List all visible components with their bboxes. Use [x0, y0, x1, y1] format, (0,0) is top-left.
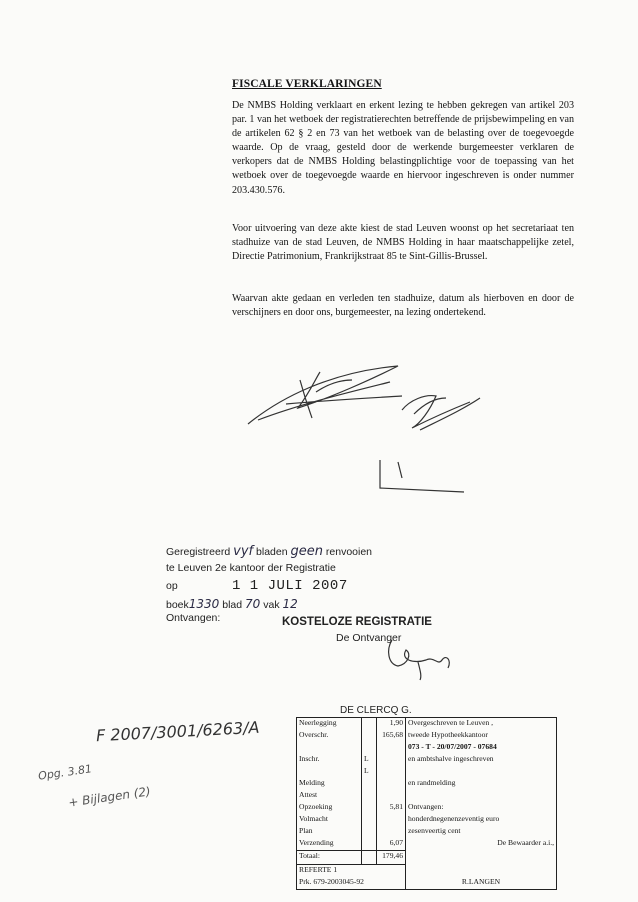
office-note: tweede Hypotheekkantoor [408, 730, 488, 740]
office-note [406, 864, 557, 877]
fee-amount [377, 742, 406, 754]
office-note [406, 851, 557, 864]
fee-row [297, 742, 556, 754]
fee-row [297, 814, 556, 826]
signature-3 [380, 460, 464, 492]
fee-amount: 6,07 [377, 838, 406, 851]
fee-row [297, 718, 556, 730]
stamp-ontvangen-label: Ontvangen: [166, 612, 221, 624]
fee-amount: 179,46 [377, 851, 406, 864]
fee-label: Volmacht [297, 814, 362, 826]
stamp-date: 1 1 JULI 2007 [232, 578, 348, 594]
office-note [406, 790, 557, 802]
fee-sub [362, 814, 377, 826]
fee-label: Inschr. [297, 754, 362, 766]
fee-amount: 5,81 [377, 802, 406, 814]
stamp-line-boek: boek1330 blad 70 vak 12 [166, 597, 298, 611]
fee-sub [362, 718, 377, 730]
fee-row [297, 877, 556, 889]
fee-row [297, 838, 556, 851]
fee-amount: 165,68 [377, 730, 406, 742]
office-note: 073 - T - 20/07/2007 - 07684 [408, 742, 497, 752]
fee-sub [362, 802, 377, 814]
document-title: FISCALE VERKLARINGEN [232, 78, 382, 90]
signature-1 [248, 366, 402, 424]
office-note: honderdnegenenzeventig euro [408, 814, 500, 824]
fee-label: REFERTE 1 [297, 864, 406, 877]
signature-2 [402, 396, 480, 430]
fee-row [297, 864, 556, 877]
mortgage-office-box [296, 717, 557, 890]
mortgage-fees-table [297, 718, 556, 889]
fee-row [297, 778, 556, 790]
fee-label [297, 742, 362, 754]
fee-amount [377, 766, 406, 778]
stamp-line-2: te Leuven 2e kantoor der Registratie [166, 562, 336, 574]
fee-label: Prk. 679-2003045-92 [297, 877, 406, 889]
office-note: Ontvangen: [408, 802, 444, 812]
office-note: De Bewaarder a.i., [497, 838, 554, 848]
fee-sub [362, 730, 377, 742]
fee-row [297, 790, 556, 802]
fee-label: Verzending [297, 838, 362, 851]
fee-amount [377, 814, 406, 826]
paragraph-fiscal-declaration: De NMBS Holding verklaart en erkent lezing te hebben gekregen van artikel 203 par. 1 van het wetboek der registratierechten betreffende de prijsbewimpeling en van de artikelen 62 § 2 en 73 van het wetboek van de belasting over de toegevoegde waarde. Op de vraag, gesteld door de werkende burgemeester verklaren de verkopers dat de NMBS Holding belastingplichtige voor de toepassing van het wetboek over de toegevoegde waarde en hiervoor ingeschreven is onder nummer 203.430.576. [232, 100, 574, 196]
fee-sub [362, 826, 377, 838]
fee-sub: L [362, 754, 377, 766]
office-note: R.LANGEN [461, 876, 501, 886]
fee-label: Neerlegging [297, 718, 362, 730]
handwritten-reference: F 2007/3001/6263/A [95, 717, 260, 746]
fee-row [297, 730, 556, 742]
stamp-de-ontvanger: De Ontvanger [336, 632, 402, 644]
fee-row [297, 802, 556, 814]
stamp-line-1: Geregistreerd vyf bladen geen renvooien [166, 544, 373, 559]
stamp-op-label: op [166, 580, 178, 592]
fee-sub [362, 778, 377, 790]
fee-label: Plan [297, 826, 362, 838]
paragraph-execution: Waarvan akte gedaan en verleden ten stadhuize, datum als hierboven en door de verschijners en door ons, burgemeester, na lezing ondertekend. [232, 293, 574, 319]
stamp-kosteloze: KOSTELOZE REGISTRATIE [282, 616, 432, 628]
fee-row [297, 754, 556, 766]
fee-row [297, 826, 556, 838]
fee-sub: L [362, 766, 377, 778]
fee-sub [362, 838, 377, 851]
officer-name: DE CLERCQ G. [340, 705, 412, 716]
fee-amount [377, 826, 406, 838]
handwritten-note-1: Opg. 3.81 [37, 762, 93, 783]
fee-sub [362, 851, 377, 864]
fee-row [297, 851, 556, 864]
fee-sub [362, 742, 377, 754]
paragraph-domicile: Voor uitvoering van deze akte kiest de stad Leuven woonst op het secretariaat ten stadhuize van de stad Leuven, de NMBS Holding in haar maatschappelijke zetel, Directie Patrimonium, Frankrijkstraat 85 te Sint-Gillis-Brussel. [232, 223, 574, 263]
fee-sub [362, 790, 377, 802]
fee-label: Attest [297, 790, 362, 802]
office-note: en randmelding [408, 778, 456, 788]
fee-amount [377, 778, 406, 790]
fee-label: Overschr. [297, 730, 362, 742]
fee-amount [377, 754, 406, 766]
fee-label: Melding [297, 778, 362, 790]
office-note: zesenveertig cent [408, 826, 461, 836]
fee-label: Opzoeking [297, 802, 362, 814]
office-note: Overgeschreven te Leuven , [408, 718, 494, 727]
handwritten-note-2: + Bijlagen (2) [67, 784, 152, 810]
signature-ontvanger [389, 640, 450, 680]
fee-amount: 1,90 [377, 718, 406, 730]
fee-label: Totaal: [297, 851, 362, 864]
fee-row [297, 766, 556, 778]
fee-label [297, 766, 362, 778]
office-note [406, 766, 557, 778]
fee-amount [377, 790, 406, 802]
office-note: en ambtshalve ingeschreven [408, 754, 494, 764]
